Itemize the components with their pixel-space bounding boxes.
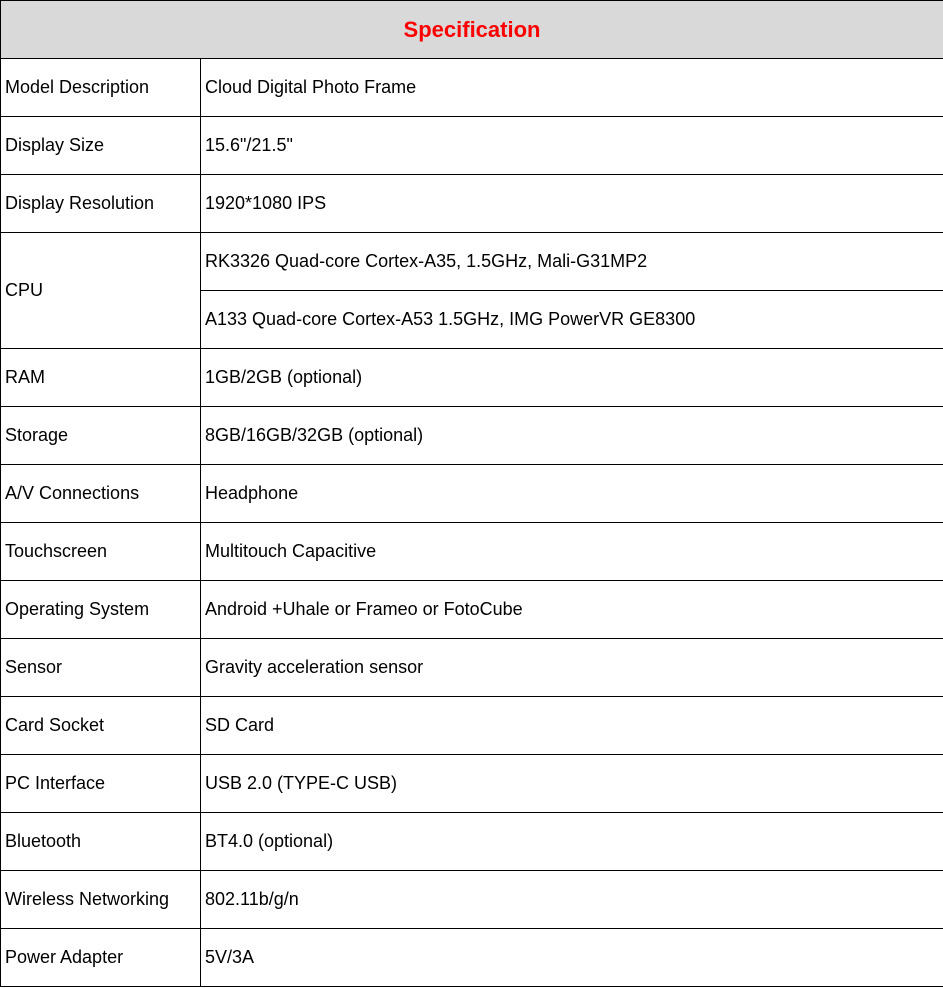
table-row bbox=[1, 117, 943, 175]
table-row bbox=[1, 175, 943, 233]
table-row bbox=[1, 697, 943, 755]
spec-label: Wireless Networking bbox=[1, 871, 201, 929]
spec-value: 15.6"/21.5" bbox=[201, 117, 943, 175]
spec-value: RK3326 Quad-core Cortex-A35, 1.5GHz, Mali-G31MP2 bbox=[201, 233, 943, 291]
spec-value: 5V/3A bbox=[201, 929, 943, 987]
spec-label: CPU bbox=[1, 233, 201, 349]
table-row bbox=[1, 465, 943, 523]
spec-label: RAM bbox=[1, 349, 201, 407]
table-row bbox=[1, 755, 943, 813]
spec-value: Multitouch Capacitive bbox=[201, 523, 943, 581]
spec-value: 1GB/2GB (optional) bbox=[201, 349, 943, 407]
spec-label: Power Adapter bbox=[1, 929, 201, 987]
table-row bbox=[1, 871, 943, 929]
spec-value: 802.11b/g/n bbox=[201, 871, 943, 929]
spec-value: BT4.0 (optional) bbox=[201, 813, 943, 871]
table-row bbox=[1, 813, 943, 871]
specification-title: Specification bbox=[1, 1, 943, 59]
table-row bbox=[1, 349, 943, 407]
table-row bbox=[1, 523, 943, 581]
spec-label: Display Resolution bbox=[1, 175, 201, 233]
spec-value: Cloud Digital Photo Frame bbox=[201, 59, 943, 117]
spec-value: SD Card bbox=[201, 697, 943, 755]
spec-value: USB 2.0 (TYPE-C USB) bbox=[201, 755, 943, 813]
spec-value: Headphone bbox=[201, 465, 943, 523]
table-row bbox=[1, 59, 943, 117]
spec-value: 1920*1080 IPS bbox=[201, 175, 943, 233]
spec-label: A/V Connections bbox=[1, 465, 201, 523]
table-row bbox=[1, 929, 943, 987]
spec-label: Model Description bbox=[1, 59, 201, 117]
spec-value: Android +Uhale or Frameo or FotoCube bbox=[201, 581, 943, 639]
spec-label: Display Size bbox=[1, 117, 201, 175]
table-row bbox=[1, 233, 943, 291]
table-row bbox=[1, 639, 943, 697]
table-row bbox=[1, 581, 943, 639]
spec-value: 8GB/16GB/32GB (optional) bbox=[201, 407, 943, 465]
header-row bbox=[1, 1, 943, 59]
spec-label: Touchscreen bbox=[1, 523, 201, 581]
table-row bbox=[1, 407, 943, 465]
spec-label: Sensor bbox=[1, 639, 201, 697]
spec-label: Storage bbox=[1, 407, 201, 465]
spec-value: A133 Quad-core Cortex-A53 1.5GHz, IMG PowerVR GE8300 bbox=[201, 291, 943, 349]
spec-label: Operating System bbox=[1, 581, 201, 639]
spec-label: Card Socket bbox=[1, 697, 201, 755]
spec-label: PC Interface bbox=[1, 755, 201, 813]
spec-value: Gravity acceleration sensor bbox=[201, 639, 943, 697]
spec-label: Bluetooth bbox=[1, 813, 201, 871]
